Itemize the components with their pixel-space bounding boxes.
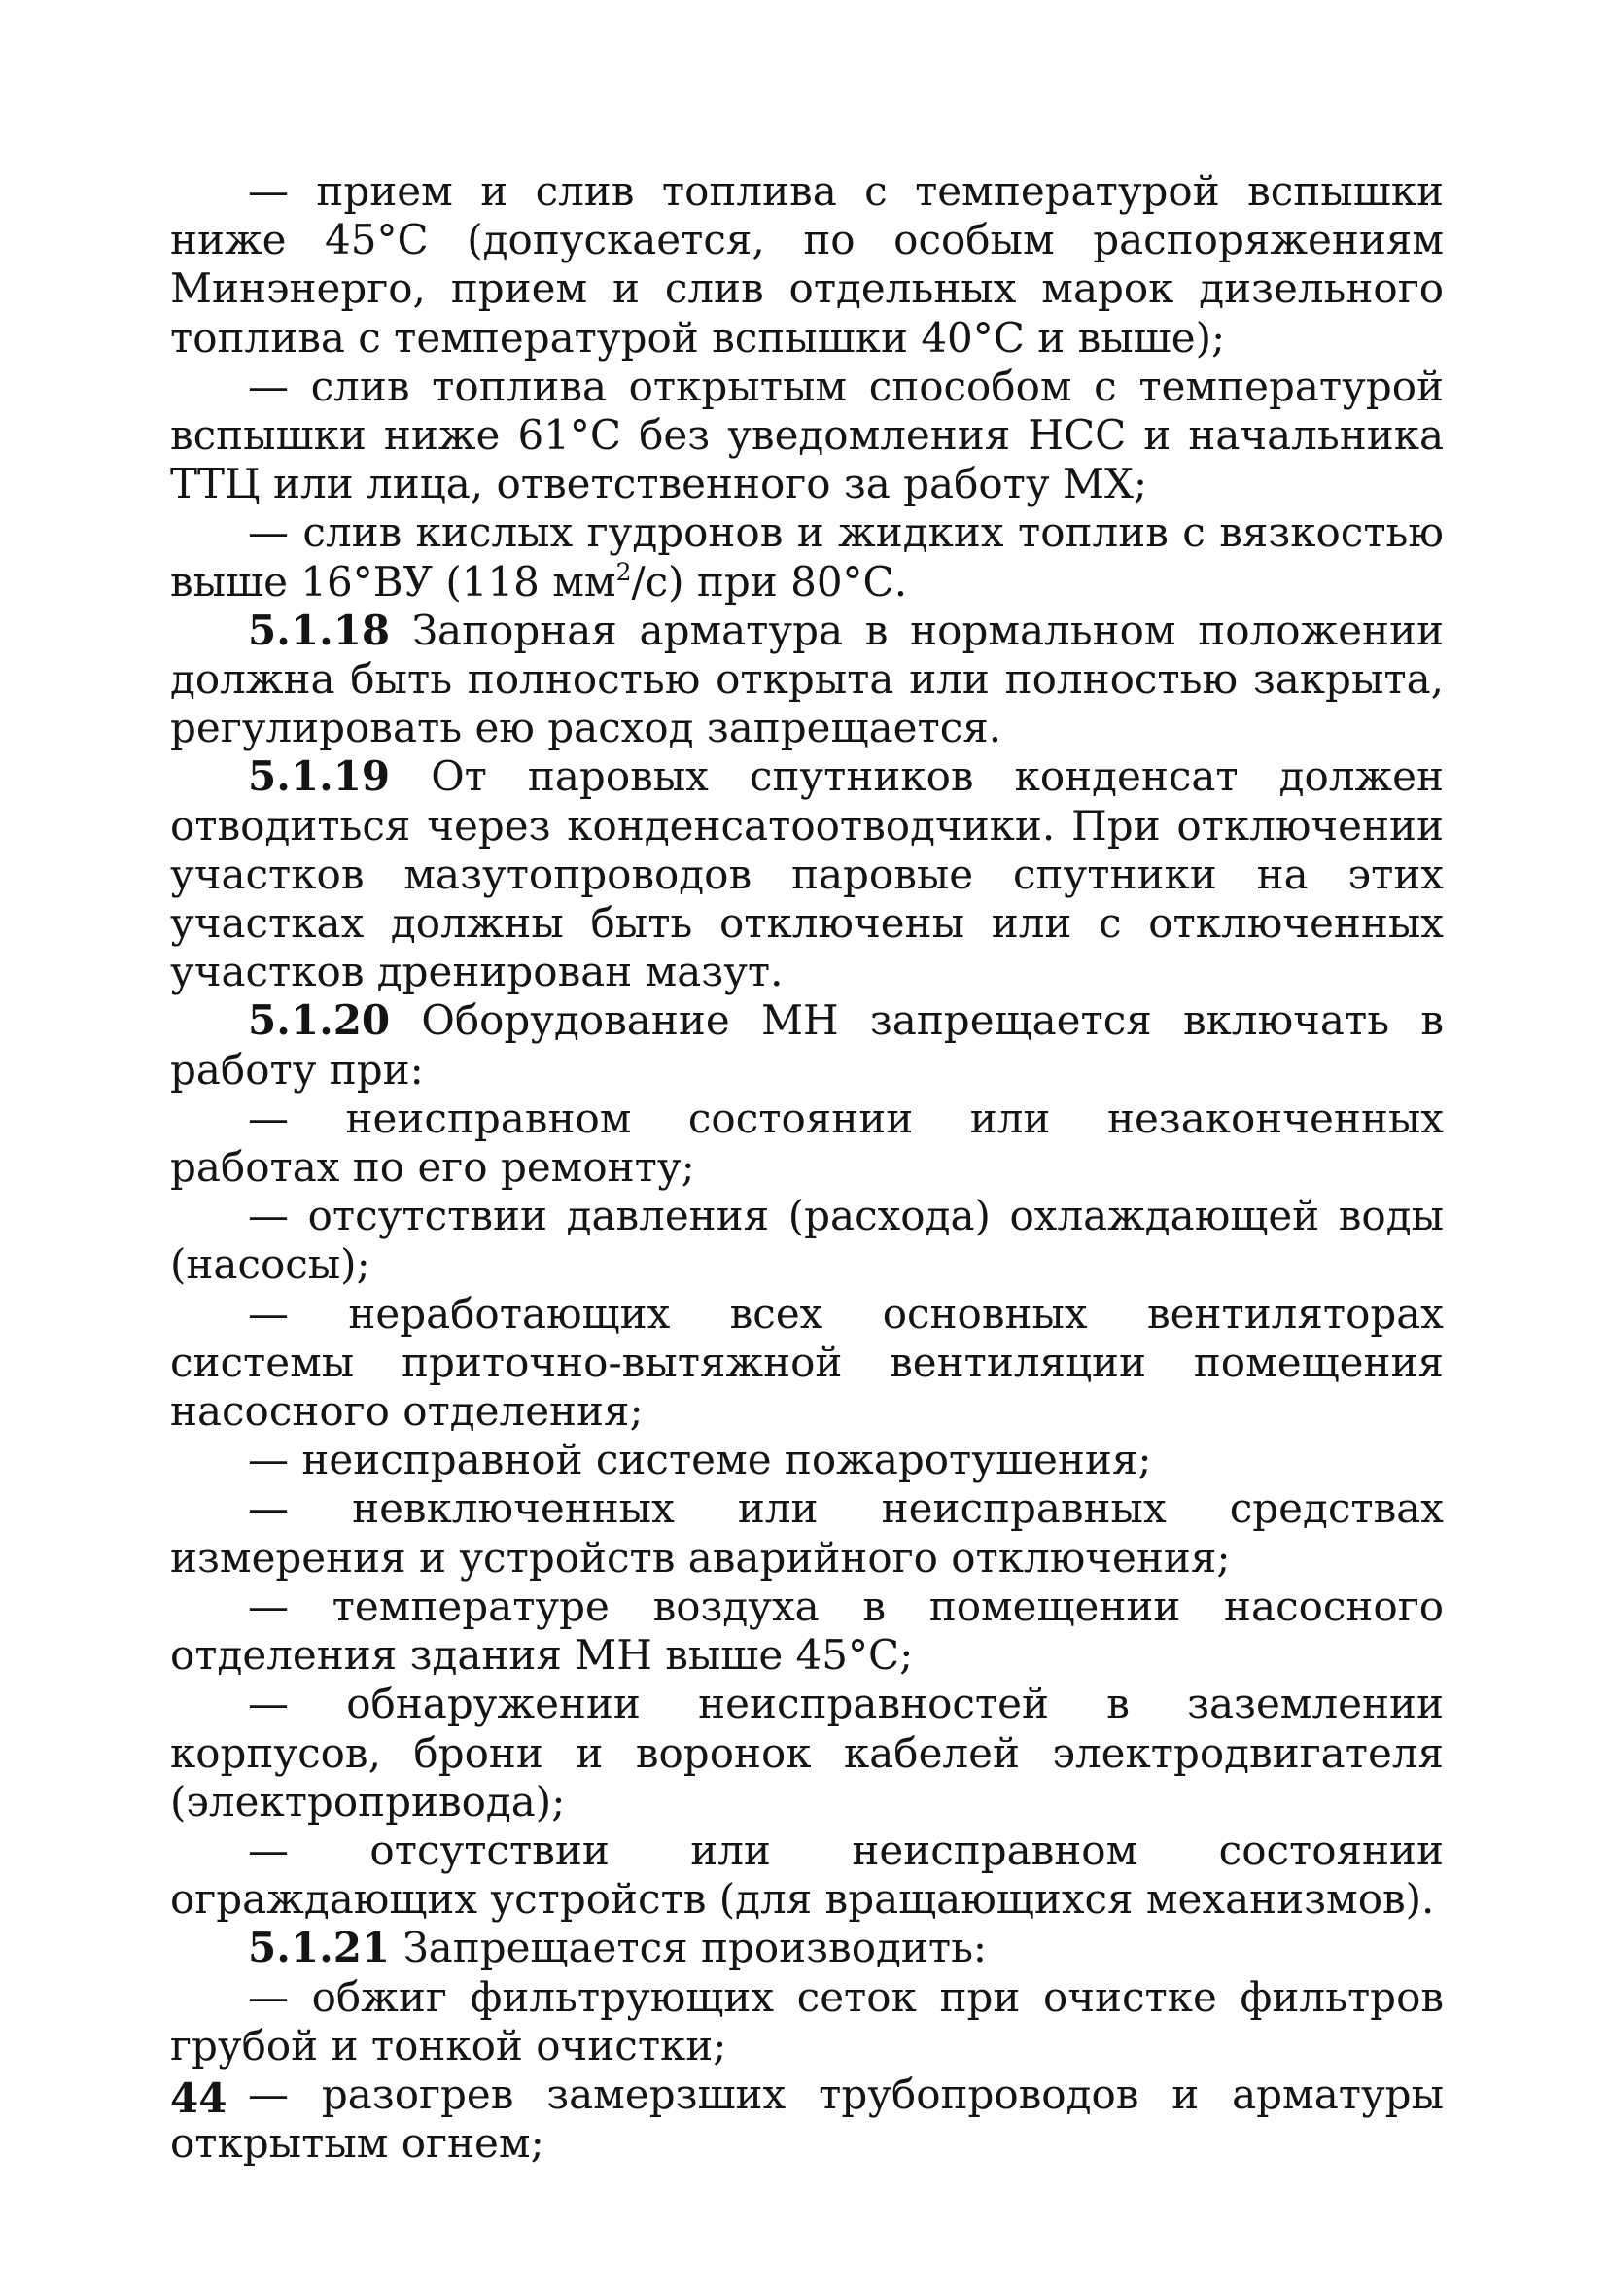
paragraph-text: — разогрев замерзших трубопроводов и арматуры открытым огнем; (170, 2070, 1444, 2168)
clause-number: 5.1.21 (248, 1924, 391, 1972)
clause-text: Оборудование МН запрещается включать в работу при: (170, 996, 1444, 1094)
list-item-open-drain (170, 363, 1444, 509)
paragraph-text: — слив топлива открытым способом с температурой вспышки ниже 61°С без уведомления НСС и начальника ТТЦ или лица, ответственного за работу МХ; (170, 362, 1444, 508)
list-item (170, 1680, 1444, 1826)
paragraph-text: — слив кислых гудронов и жидких топлив с вязкостью выше 16°ВУ (118 мм (170, 508, 1444, 606)
list-item-acid-tar (170, 508, 1444, 606)
list-item-fuel-receive (170, 167, 1444, 363)
clause-text: Запрещается производить: (390, 1924, 988, 1972)
list-item (170, 1436, 1444, 1484)
paragraph-text: — невключенных или неисправных средствах измерения и устройств аварийного отключения; (170, 1484, 1444, 1582)
clause-5-1-19 (170, 752, 1444, 996)
clause-number: 5.1.19 (248, 752, 391, 801)
clause-5-1-18 (170, 607, 1444, 753)
paragraph-text: — неработающих всех основных вентиляторах системы приточно-вытяжной вентиляции помещения насосного отделения; (170, 1289, 1444, 1436)
clause-5-1-20 (170, 996, 1444, 1094)
paragraph-text: — неисправном состоянии или незаконченных работах по его ремонту; (170, 1094, 1444, 1192)
paragraph-text-after: /с) при 80°С. (631, 557, 908, 606)
paragraph-text: — отсутствии или неисправном состоянии ограждающих устройств (для вращающихся механизмов). (170, 1826, 1444, 1924)
superscript: 2 (615, 557, 632, 586)
paragraph-text: — отсутствии давления (расхода) охлаждающей воды (насосы); (170, 1192, 1444, 1289)
paragraph-text: — прием и слив топлива с температурой вспышки ниже 45°С (допускается, по особым распоряжениям Минэнерго, прием и слив отдельных марок дизельного топлива с температурой вспышки 40°С и выше); (170, 167, 1444, 362)
paragraph-text: — температуре воздуха в помещении насосного отделения здания МН выше 45°С; (170, 1582, 1444, 1680)
list-item (170, 1192, 1444, 1289)
list-item (170, 1826, 1444, 1924)
list-item (170, 1583, 1444, 1680)
list-item (170, 1290, 1444, 1437)
page-number: 44 (170, 2074, 227, 2122)
clause-text: Запорная арматура в нормальном положении должна быть полностью открыта или полностью закрыта, регулировать ею расход запрещается. (170, 606, 1444, 752)
list-item (170, 1973, 1444, 2070)
page-body (170, 167, 1444, 2168)
list-item (170, 2070, 1444, 2168)
list-item (170, 1484, 1444, 1582)
paragraph-text: — неисправной системе пожаротушения; (248, 1436, 1152, 1484)
paragraph-text: — обжиг фильтрующих сеток при очистке фильтров грубой и тонкой очистки; (170, 1972, 1444, 2070)
clause-number: 5.1.18 (248, 606, 391, 654)
list-item (170, 1095, 1444, 1192)
paragraph-text: — обнаружении неисправностей в заземлении корпусов, брони и воронок кабелей электродвигателя (электропривода); (170, 1680, 1444, 1826)
clause-number: 5.1.20 (248, 996, 391, 1045)
clause-text: От паровых спутников конденсат должен отводиться через конденсатоотводчики. При отключении участков мазутопроводов паровые спутники на этих участках должны быть отключены или с отключенных участков дренирован мазут. (170, 752, 1444, 996)
clause-5-1-21 (170, 1924, 1444, 1972)
